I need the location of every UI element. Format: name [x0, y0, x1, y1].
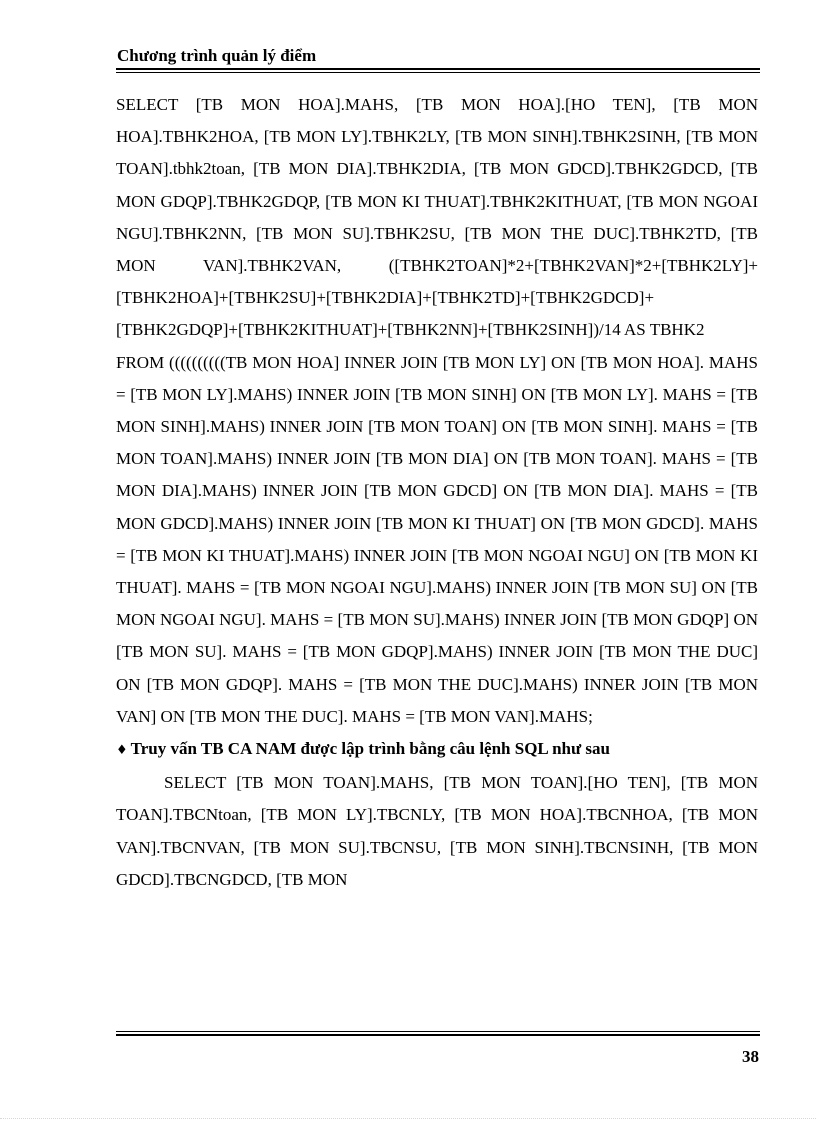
diamond-bullet-icon: ♦ [116, 743, 128, 759]
sql-hk2-from: FROM ((((((((((TB MON HOA] INNER JOIN [TB MON LY] ON [TB MON HOA]. MAHS = [TB MON LY].MAHS) INNER JOIN [TB MON SINH] ON [TB MON LY]. MAHS = [TB MON SINH].MAHS) INNER JOIN [TB MON TOAN] ON [TB MON SINH]. MAHS = [TB MON TOAN].MAHS) INNER JOIN [TB MON DIA] ON [TB MON TOAN]. MAHS = [TB MON DIA].MAHS) INNER JOIN [TB MON GDCD] ON [TB MON DIA]. MAHS = [TB MON GDCD].MAHS) INNER JOIN [TB MON KI THUAT] ON [TB MON GDCD]. MAHS = [TB MON KI THUAT].MAHS) INNER JOIN [TB MON NGOAI NGU] ON [TB MON KI THUAT]. MAHS = [TB MON NGOAI NGU].MAHS) INNER JOIN [TB MON SU] ON [TB MON NGOAI NGU]. MAHS = [TB MON SU].MAHS) INNER JOIN [TB MON GDQP] ON [TB MON SU]. MAHS = [TB MON GDQP].MAHS) INNER JOIN [TB MON THE DUC] ON [TB MON GDQP]. MAHS = [TB MON THE DUC].MAHS) INNER JOIN [TB MON VAN] ON [TB MON THE DUC]. MAHS = [TB MON VAN].MAHS; [116, 352, 758, 726]
header-rule-thin [116, 72, 760, 73]
header-title: Chương trình quản lý điểm [117, 46, 317, 65]
sql-hk2-select: SELECT [TB MON HOA].MAHS, [TB MON HOA].[HO TEN], [TB MON HOA].TBHK2HOA, [TB MON LY].TBHK2LY, [TB MON SINH].TBHK2SINH, [TB MON TOAN].tbhk2toan, [TB MON DIA].TBHK2DIA, [TB MON GDCD].TBHK2GDCD, [TB MON GDQP].TBHK2GDQP, [TB MON KI THUAT].TBHK2KITHUAT, [TB MON NGOAI NGU].TBHK2NN, [TB MON SU].TBHK2SU, [TB MON THE DUC].TBHK2TD, [TB MON VAN].TBHK2VAN, ([TBHK2TOAN]*2+[TBHK2VAN]*2+[TBHK2LY]+[TBHK2HOA]+[TBHK2SU]+[TBHK2DIA]+[TBHK2TD]+[TBHK2GDCD]+[TBHK2GDQP]+[TBHK2KITHUAT]+[TBHK2NN]+[TBHK2SINH])/14 AS TBHK2 [116, 95, 758, 340]
sql-canam-select: SELECT [TB MON TOAN].MAHS, [TB MON TOAN].[HO TEN], [TB MON TOAN].TBCNtoan, [TB MON LY].TBCNLY, [TB MON HOA].TBCNHOA, [TB MON VAN].TBCNVAN, [TB MON SU].TBCNSU, [TB MON SINH].TBCNSINH, [TB MON GDCD].TBCNGDCD, [TB MON [116, 773, 758, 889]
section-heading-text: Truy vấn TB CA NAM được lập trình bằng câu lệnh SQL như sau [130, 739, 611, 759]
footer-rule-thin [116, 1031, 760, 1032]
section-heading [116, 733, 758, 767]
header-rule-thick [116, 68, 760, 70]
page-number: 38 [742, 1047, 759, 1066]
document-body [116, 89, 758, 896]
footer-rule-thick [116, 1034, 760, 1036]
page-edge-dotted-line [0, 1118, 816, 1119]
